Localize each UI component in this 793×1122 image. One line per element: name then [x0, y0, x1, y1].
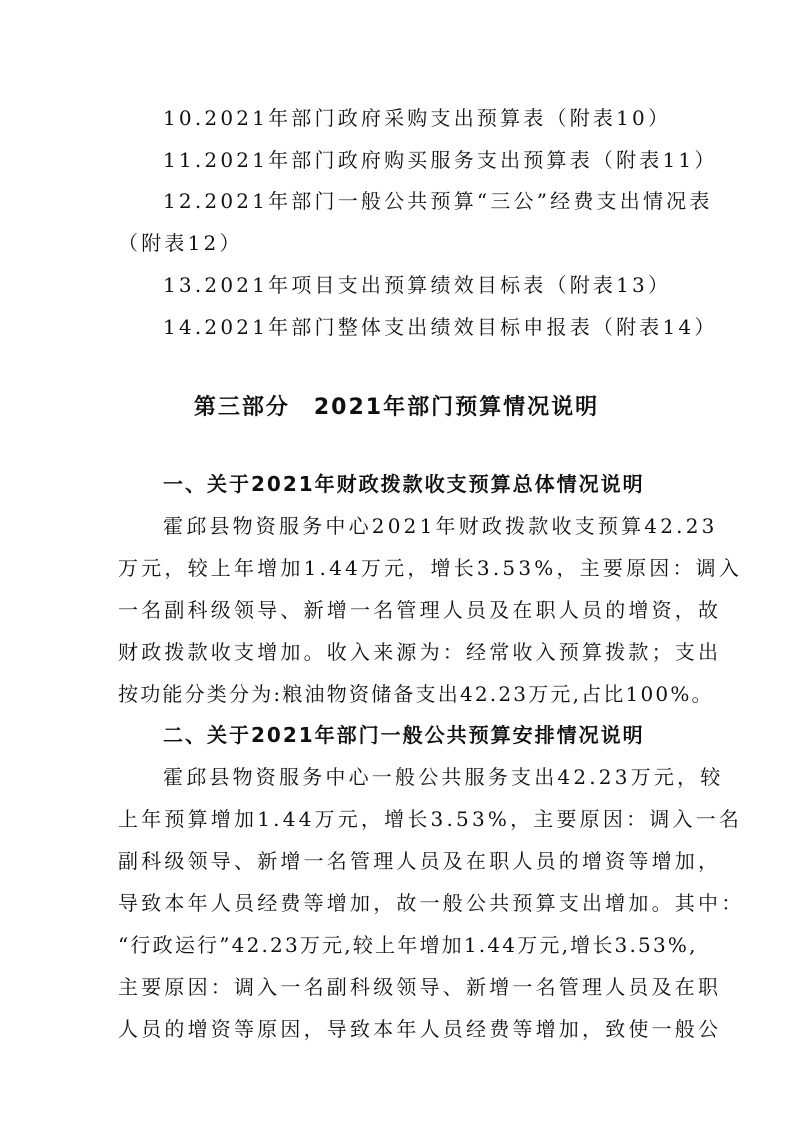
- toc-item-14: 14.2021年部门整体支出绩效目标申报表（附表14）: [163, 315, 718, 339]
- section-one-line: 霍邱县物资服务中心2021年财政拨款收支预算42.23: [163, 514, 718, 538]
- section-two-line: 霍邱县物资服务中心一般公共服务支出42.23万元，较: [163, 765, 724, 789]
- toc-item-13: 13.2021年项目支出预算绩效目标表（附表13）: [163, 273, 672, 297]
- section-one-heading: 一、关于2021年财政拨款收支预算总体情况说明: [163, 472, 645, 496]
- section-one-line: 万元，较上年增加1.44万元，增长3.53%，主要原因：调入: [118, 556, 743, 580]
- section-two-line: 导致本年人员经费等增加，故一般公共预算支出增加。其中：: [118, 891, 745, 915]
- toc-item-12-continued: （附表12）: [118, 231, 243, 255]
- section-two-line: 人员的增资等原因，导致本年人员经费等增加，致使一般公: [118, 1017, 722, 1041]
- section-two-line: 副科级领导、新增一名管理人员及在职人员的增资等增加，: [118, 849, 722, 873]
- toc-item-11: 11.2021年部门政府购买服务支出预算表（附表11）: [163, 148, 718, 172]
- toc-item-10: 10.2021年部门政府采购支出预算表（附表10）: [163, 106, 672, 130]
- section-two-line: 上年预算增加1.44万元，增长3.53%，主要原因：调入一名: [118, 807, 743, 831]
- section-two-line: 主要原因：调入一名副科级领导、新增一名管理人员及在职: [118, 975, 722, 999]
- section-one-line: 财政拨款收支增加。收入来源为：经常收入预算拨款；支出: [118, 640, 722, 664]
- section-one-line: 一名副科级领导、新增一名管理人员及在职人员的增资，故: [118, 598, 722, 622]
- section-one-line: 按功能分类分为:粮油物资储备支出42.23万元,占比100%。: [118, 682, 714, 706]
- section-two-line: “行政运行”42.23万元,较上年增加1.44万元,增长3.53%,: [118, 933, 698, 957]
- section-two-heading: 二、关于2021年部门一般公共预算安排情况说明: [163, 723, 645, 747]
- toc-item-12: 12.2021年部门一般公共预算“三公”经费支出情况表: [163, 189, 713, 213]
- part-three-title: 第三部分 2021年部门预算情况说明: [193, 395, 600, 420]
